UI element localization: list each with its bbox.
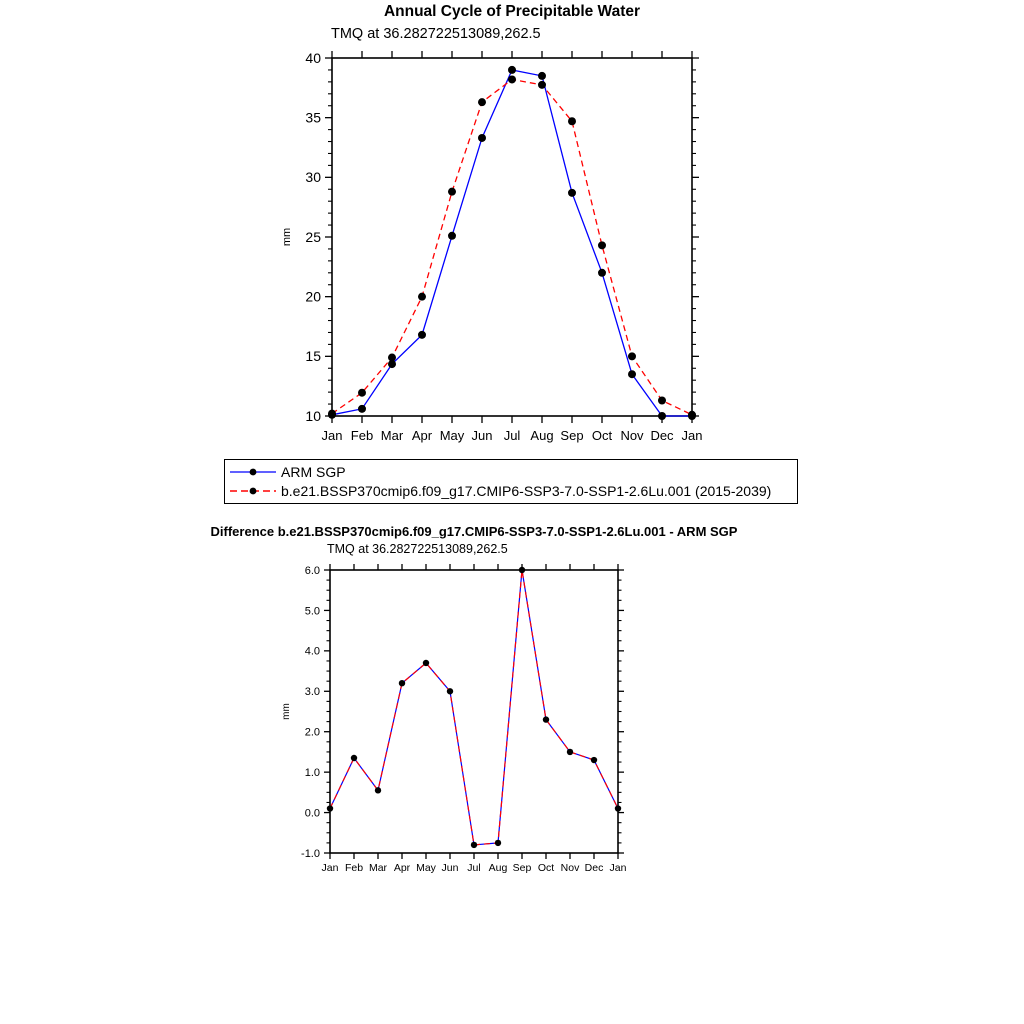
x-tick-label: Dec: [650, 428, 674, 443]
x-tick-label: Feb: [350, 428, 374, 443]
data-point-marker: [399, 680, 405, 686]
data-point-marker: [598, 269, 606, 277]
data-point-marker: [567, 749, 573, 755]
legend-solid-line-sample: [228, 466, 278, 478]
y-tick-label: 4.0: [304, 645, 320, 658]
x-tick-label: Apr: [393, 862, 411, 874]
chart1-title: Annual Cycle of Precipitable Water: [383, 3, 641, 20]
data-point-marker: [327, 805, 333, 811]
legend: [224, 459, 798, 504]
y-tick-label: 20: [305, 288, 321, 305]
data-point-marker: [538, 72, 546, 80]
data-point-marker: [508, 66, 516, 74]
x-tick-label: Jul: [503, 428, 521, 443]
x-tick-label: Jul: [467, 862, 481, 874]
data-point-marker: [591, 757, 597, 763]
y-tick-label: 1.0: [304, 766, 320, 779]
data-point-marker: [351, 755, 357, 761]
data-point-marker: [418, 293, 426, 301]
data-point-marker: [358, 405, 366, 413]
data-point-marker: [478, 98, 486, 106]
annual-cycle-frame: [332, 58, 692, 416]
legend-marker-dot: [250, 488, 257, 495]
data-point-marker: [538, 81, 546, 89]
y-tick-label: 3.0: [304, 686, 320, 699]
data-point-marker: [423, 660, 429, 666]
x-tick-label: Aug: [530, 428, 554, 443]
y-tick-label: 35: [305, 109, 321, 126]
data-point-marker: [688, 411, 696, 419]
x-tick-label: Jan: [321, 428, 343, 443]
legend-marker-dot: [250, 468, 257, 475]
legend-dashed-line-sample: [228, 485, 278, 497]
legend-label-model: b.e21.BSSP370cmip6.f09_g17.CMIP6-SSP3-7.0-SSP1-2.6Lu.001 (2015-2039): [281, 483, 772, 500]
x-tick-label: Oct: [591, 428, 613, 443]
y-tick-label: 6.0: [304, 564, 320, 577]
x-tick-label: Aug: [488, 862, 508, 874]
x-tick-label: Nov: [620, 428, 644, 443]
x-tick-label: Nov: [560, 862, 580, 874]
x-tick-label: Jan: [681, 428, 703, 443]
data-point-marker: [448, 188, 456, 196]
difference-frame: [330, 570, 618, 853]
data-point-marker: [658, 396, 666, 404]
legend-label-arm-sgp: ARM SGP: [281, 463, 346, 480]
x-tick-label: Oct: [537, 862, 555, 874]
y-tick-label: 5.0: [304, 605, 320, 618]
data-point-marker: [615, 805, 621, 811]
y-axis-label: mm: [281, 227, 293, 247]
data-point-marker: [471, 842, 477, 848]
data-point-marker: [447, 688, 453, 694]
x-tick-label: Feb: [344, 862, 364, 874]
data-point-marker: [568, 117, 576, 125]
data-point-marker: [418, 331, 426, 339]
series-line: [330, 570, 618, 845]
x-tick-label: Sep: [512, 862, 532, 874]
data-point-marker: [519, 567, 525, 573]
data-point-marker: [388, 354, 396, 362]
y-tick-label: 2.0: [304, 726, 320, 739]
data-point-marker: [495, 840, 501, 846]
data-point-marker: [658, 412, 666, 420]
x-tick-label: Dec: [584, 862, 604, 874]
y-tick-label: 0.0: [304, 807, 320, 820]
data-point-marker: [375, 787, 381, 793]
data-point-marker: [358, 389, 366, 397]
data-point-marker: [628, 370, 636, 378]
y-tick-label: 30: [305, 169, 321, 186]
x-tick-label: Jan: [321, 862, 339, 874]
chart1-subtitle: TMQ at 36.282722513089,262.5: [331, 26, 541, 42]
y-axis-label: mm: [281, 703, 292, 720]
data-point-marker: [628, 352, 636, 360]
x-tick-label: Jun: [471, 428, 493, 443]
y-tick-label: 15: [305, 348, 321, 365]
x-tick-label: Jun: [441, 862, 459, 874]
x-tick-label: Sep: [560, 428, 584, 443]
series-line: [332, 79, 692, 414]
x-tick-label: May: [416, 862, 436, 874]
x-tick-label: Mar: [368, 862, 388, 874]
chart2-title: Difference b.e21.BSSP370cmip6.f09_g17.CMIP6-SSP3-7.0-SSP1-2.6Lu.001 - ARM SGP: [210, 524, 738, 539]
y-tick-label: 10: [305, 407, 321, 424]
x-tick-label: Jan: [609, 862, 627, 874]
data-point-marker: [598, 241, 606, 249]
data-point-marker: [543, 716, 549, 722]
data-point-marker: [328, 410, 336, 418]
x-tick-label: Mar: [380, 428, 404, 443]
data-point-marker: [568, 189, 576, 197]
chart2-subtitle: TMQ at 36.282722513089,262.5: [327, 542, 508, 556]
data-point-marker: [448, 232, 456, 240]
y-tick-label: 25: [305, 228, 321, 245]
series-line-overlay: [330, 570, 618, 845]
data-point-marker: [478, 134, 486, 142]
data-point-marker: [508, 75, 516, 83]
legend-item-arm-sgp: [228, 464, 797, 480]
x-tick-label: Apr: [411, 428, 433, 443]
x-tick-label: May: [439, 428, 465, 443]
y-tick-label: -1.0: [301, 847, 320, 860]
y-tick-label: 40: [305, 49, 321, 66]
legend-item-model: [228, 483, 797, 499]
